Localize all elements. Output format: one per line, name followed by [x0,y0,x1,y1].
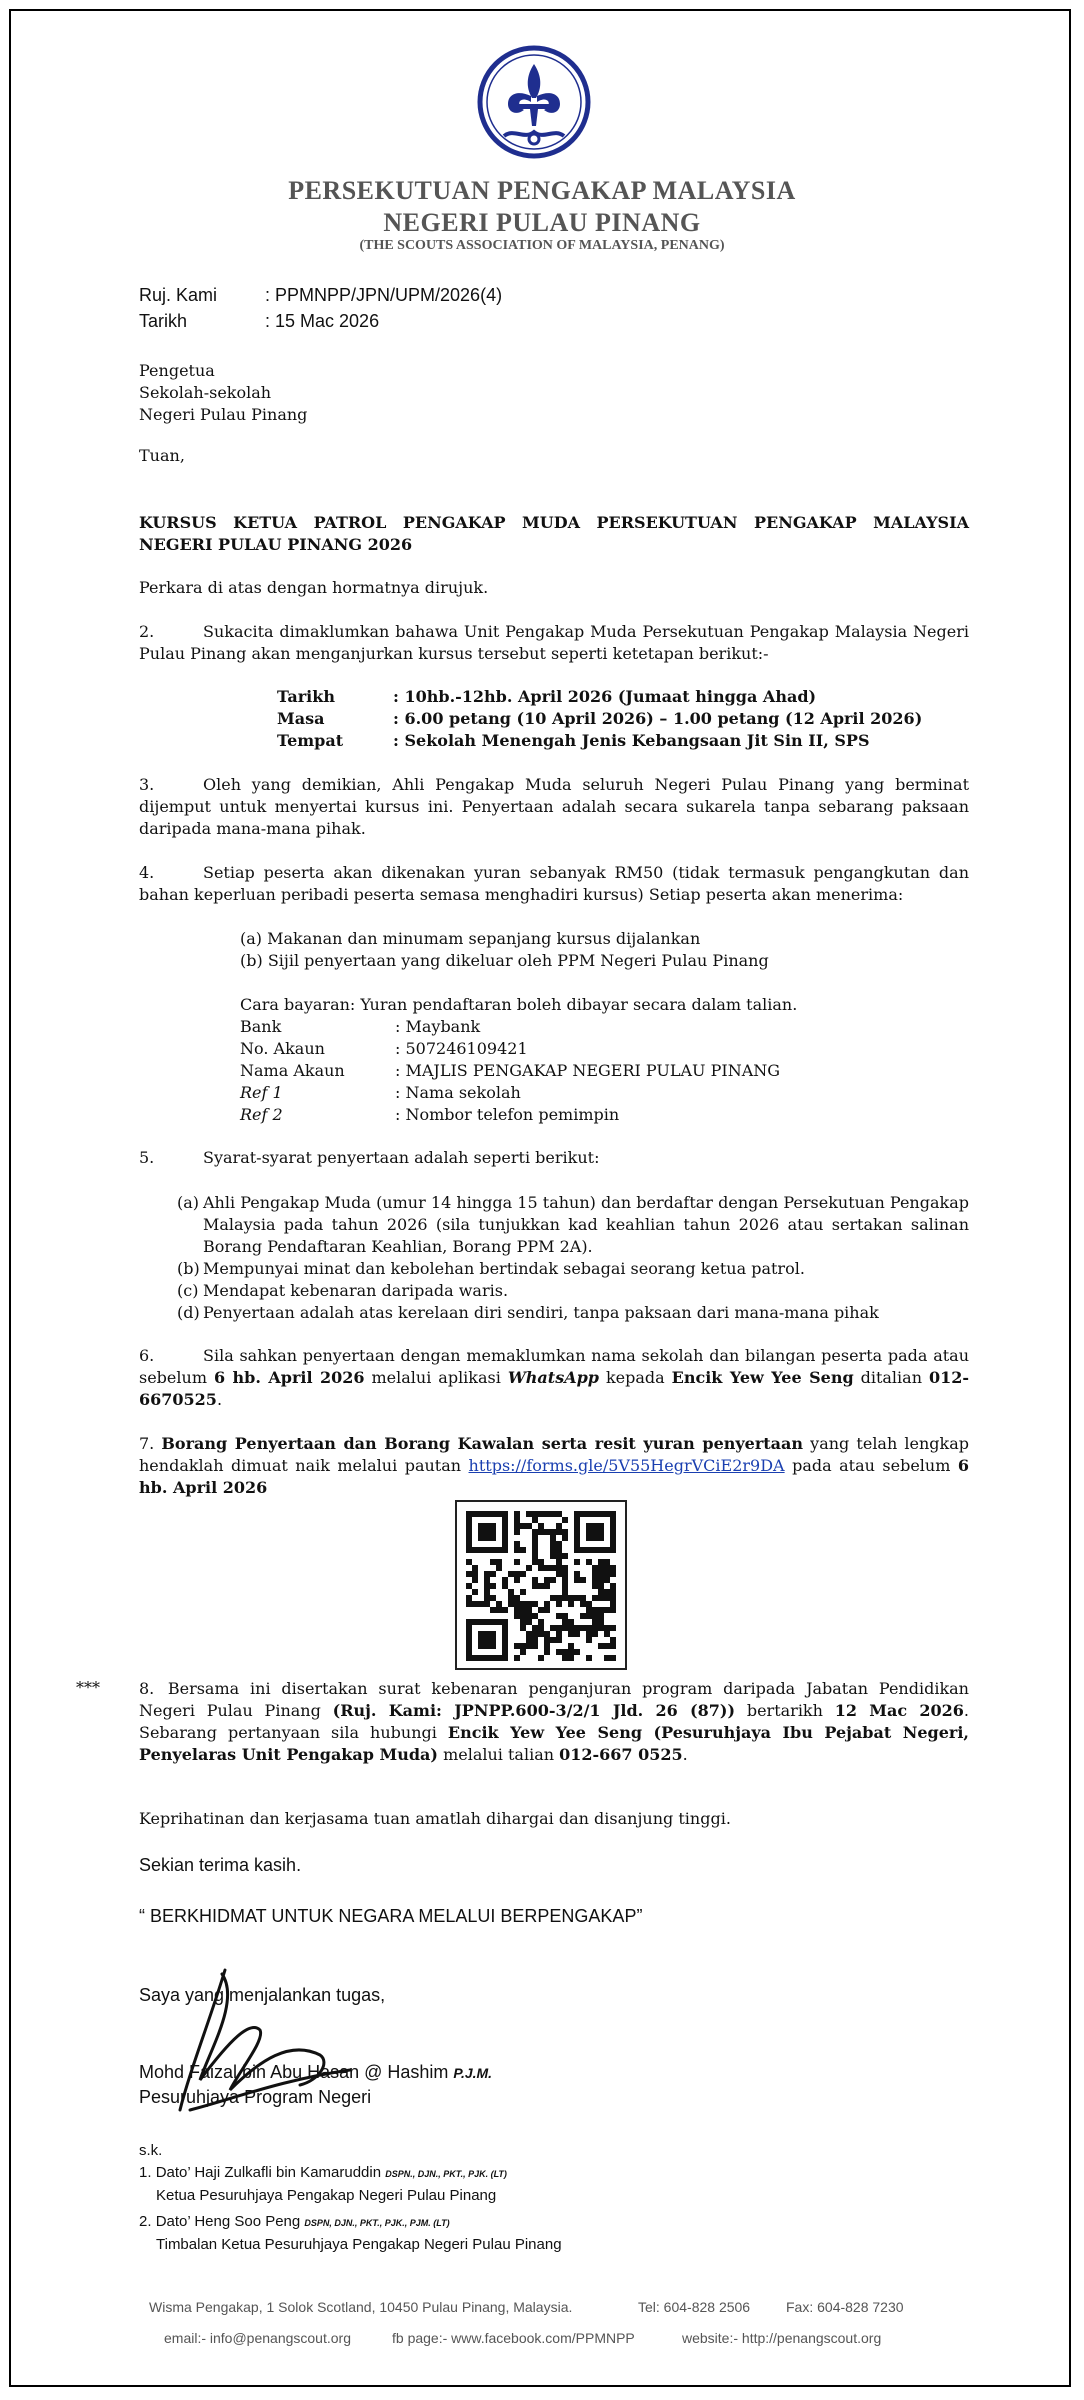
qr-code-image [457,1502,625,1668]
salutation: Tuan, [139,446,185,465]
payment-label: No. Akaun [240,1039,325,1058]
cc-number: 1. [139,2164,152,2181]
thanks: Sekian terima kasih. [139,1855,302,1875]
cc-number: 2. [139,2213,152,2230]
scout-logo [474,44,594,164]
payment-label: Ref 1 [240,1083,283,1102]
paragraph-text: yang telah lengkap hendaklah dimuat naik melalui pautan [139,1434,970,1475]
appreciation: Keprihatinan dan kerjasama tuan amatlah dihargai dan disanjung tinggi. [139,1809,731,1828]
payment-intro: Cara bayaran: Yuran pendaftaran boleh dibayar secara dalam talian. [240,995,798,1014]
cc-honors: DSPN, DJN., PKT., PJK., PJM. (LT) [304,2218,450,2228]
paragraph-text: pada atau sebelum [784,1456,958,1475]
note-marker: *** [76,1678,100,1697]
detail-label: Tempat [277,731,344,750]
subject: KURSUS KETUA PATROL PENGAKAP MUDA PERSEKUTUAN PENGAKAP MALAYSIA NEGERI PULAU PINANG 2026 [139,513,969,554]
paragraph-8 [139,1678,969,1766]
paragraph-number: 3. [139,775,155,794]
paragraph-text: Syarat-syarat penyertaan adalah seperti berikut: [203,1148,600,1167]
footer-tel: Tel: 604-828 2506 [638,2299,751,2315]
cc-label: s.k. [139,2142,163,2159]
paragraph-text: Setiap peserta akan dikenakan yuran sebanyak RM50 (tidak termasuk pengangkutan dan bahan keperluan peribadi peserta semasa menghadiri kursus) Setiap peserta akan menerima: [139,863,969,904]
jpn-reference: (Ruj. Kami: JPNPP.600-3/2/1 Jld. 26 (87)) [332,1701,736,1720]
detail-value: : 10hb.-12hb. April 2026 (Jumaat hingga Ahad) [393,687,817,706]
paragraph-7 [139,1433,969,1499]
paragraph-number: 2. [139,622,155,641]
org-name-line3: (THE SCOUTS ASSOCIATION OF MALAYSIA, PENANG) [359,238,725,253]
ref-value: : PPMNPP/JPN/UPM/2026(4) [265,285,503,305]
detail-value: : 6.00 petang (10 April 2026) – 1.00 petang (12 April 2026) [393,709,923,728]
payment-label: Ref 2 [240,1105,283,1124]
paragraph-2 [139,621,969,665]
recipient-block [139,360,307,426]
payment-label: Nama Akaun [240,1061,345,1080]
duty-line: Saya yang menjalankan tugas, [139,1985,386,2005]
contact-name: Encik Yew Yee Seng [671,1368,854,1387]
paragraph-number: 7. [139,1434,155,1453]
paragraph-text: Sukacita dimaklumkan bahawa Unit Pengakap Muda Persekutuan Pengakap Malaysia Negeri Pulau Pinang akan menganjurkan kursus tersebut seperti ketetapan berikut:- [139,622,969,663]
payment-label: Bank [240,1017,282,1036]
deadline-date: 6 hb. April 2026 [213,1368,365,1387]
ref-label: Ruj. Kami [139,285,218,305]
condition-text: Penyertaan adalah atas kerelaan diri sendiri, tanpa paksaan dari mana-mana pihak [203,1303,879,1322]
condition-marker: (c) [177,1281,199,1300]
paragraph-number: 4. [139,863,155,882]
forms-title: Borang Penyertaan dan Borang Kawalan serta resit yuran penyertaan [161,1434,804,1453]
signatory-name-text: Mohd Faizal bin Abu Hasan @ Hashim [139,2062,454,2082]
paragraph-text: . [216,1390,223,1409]
condition-marker: (b) [177,1259,200,1278]
payment-value: : Nombor telefon pemimpin [395,1105,620,1124]
condition-text: Mendapat kebenaran daripada waris. [203,1281,509,1300]
signatory-title: Pesuruhjaya Program Negeri [139,2087,372,2107]
motto: “ BERKHIDMAT UNTUK NEGARA MELALUI BERPENGAKAP” [139,1906,643,1926]
signatory-honorific: P.J.M. [453,2065,493,2081]
paragraph-text: . Sebarang pertanyaan sila hubungi [139,1701,969,1742]
recipient-line: Pengetua [139,361,215,380]
condition-marker: (d) [177,1303,200,1322]
footer-fax: Fax: 604-828 7230 [786,2299,904,2315]
benefits-list [240,928,769,972]
signatory-name [139,2062,492,2083]
footer-website[interactable]: website:- http://penangscout.org [682,2330,882,2346]
app-name: WhatsApp [507,1368,599,1387]
footer-email[interactable]: email:- info@penangscout.org [164,2330,351,2346]
contact-phone: 012-6670525 [139,1368,970,1409]
paragraph-6 [139,1345,969,1411]
cc-name: Dato’ Heng Soo Peng [155,2213,305,2230]
paragraph-text: ditalian [853,1368,929,1387]
conditions-list [177,1192,969,1324]
payment-value: : Maybank [395,1017,481,1036]
paragraph-text: kepada [598,1368,672,1387]
footer-address: Wisma Pengakap, 1 Solok Scotland, 10450 Pulau Pinang, Malaysia. [149,2299,573,2315]
paragraph-4 [139,862,969,906]
paragraph-text: melalui aplikasi [364,1368,508,1387]
cc-role: Timbalan Ketua Pesuruhjaya Pengakap Negeri Pulau Pinang [156,2236,562,2253]
payment-value: : 507246109421 [395,1039,528,1058]
paragraph-text: Oleh yang demikian, Ahli Pengakap Muda seluruh Negeri Pulau Pinang yang berminat dijemput untuk menyertai kursus ini. Penyertaan adalah secara sukarela tanpa sebarang paksaan daripada mana-mana pihak. [139,775,969,838]
course-details [277,686,922,752]
form-link[interactable]: https://forms.gle/5V55HegrVCiE2r9DA [468,1456,785,1475]
intro: Perkara di atas dengan hormatnya dirujuk. [139,578,489,597]
letter-date: 12 Mac 2026 [834,1701,964,1720]
deadline-date: 6 hb. April 2026 [139,1456,969,1497]
condition-marker: (a) [177,1193,200,1212]
cc-block [139,2140,562,2256]
qr-code[interactable] [455,1500,627,1670]
paragraph-text: . [682,1745,688,1764]
detail-value: : Sekolah Menengah Jenis Kebangsaan Jit Sin II, SPS [393,731,870,750]
detail-label: Masa [277,709,325,728]
date-label: Tarikh [139,311,188,331]
date-value: : 15 Mac 2026 [265,311,380,331]
footer-facebook[interactable]: fb page:- www.facebook.com/PPMNPP [392,2330,635,2346]
paragraph-text: Sila sahkan penyertaan dengan memaklumkan nama sekolah dan bilangan peserta pada atau sebelum [139,1346,969,1387]
recipient-line: Negeri Pulau Pinang [139,405,308,424]
contact-phone: 012-667 0525 [559,1745,683,1764]
paragraph-number: 5. [139,1148,155,1167]
condition-text: Ahli Pengakap Muda (umur 14 hingga 15 tahun) dan berdaftar dengan Persekutuan Pengakap Malaysia pada tahun 2026 (sila tunjukkan kad keahlian tahun 2026 atau sertakan salinan Borang Pendaftaran Keahlian, Borang PPM 2A). [203,1193,969,1256]
paragraph-number: 6. [139,1346,155,1365]
payment-value: : MAJLIS PENGAKAP NEGERI PULAU PINANG [395,1061,781,1080]
paragraph-text: Bersama ini disertakan surat kebenaran penganjuran program daripada Jabatan Pendidikan Negeri Pulau Pinang [139,1679,969,1720]
paragraph-number: 8. [139,1679,155,1698]
contact-name: Encik Yew Yee Seng (Pesuruhjaya Ibu Pejabat Negeri, Penyelaras Unit Pengakap Muda) [139,1723,969,1764]
payment-value: : Nama sekolah [395,1083,521,1102]
detail-label: Tarikh [277,687,335,706]
org-name-line2: NEGERI PULAU PINANG [383,208,701,237]
list-item: (b) Sijil penyertaan yang dikeluar oleh PPM Negeri Pulau Pinang [240,951,769,970]
payment-block [240,994,797,1126]
paragraph-5 [139,1148,599,1167]
org-name-line1: PERSEKUTUAN PENGAKAP MALAYSIA [288,176,796,205]
cc-honors: DSPN., DJN., PKT., PJK. (LT) [385,2169,507,2179]
paragraph-text: melalui talian [437,1745,560,1764]
cc-name: Dato’ Haji Zulkafli bin Kamaruddin [155,2164,386,2181]
paragraph-3 [139,774,969,840]
list-item: (a) Makanan dan minumam sepanjang kursus dijalankan [240,929,701,948]
reference-block [139,282,502,334]
condition-text: Mempunyai minat dan kebolehan bertindak sebagai seorang ketua patrol. [203,1259,805,1278]
recipient-line: Sekolah-sekolah [139,383,272,402]
cc-role: Ketua Pesuruhjaya Pengakap Negeri Pulau Pinang [156,2187,497,2204]
paragraph-text: bertarikh [735,1701,835,1720]
